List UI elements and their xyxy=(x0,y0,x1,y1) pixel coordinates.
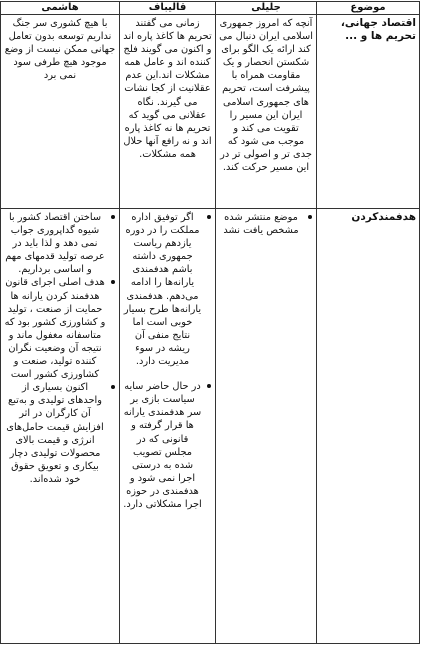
list-item: در حال حاضر سایه سیاست بازی بر سر هدفمندی یارانه ها قرار گرفته و قانونی که در مجلس تصویب شده به درستی اجرا نمی شود و هدفمندی در حوزه اجرا مشکلاتی دارد. xyxy=(123,381,202,510)
jalili-cell xyxy=(216,209,317,644)
list-item: اگر توفیق اداره مملکت را در دوره یازدهم ریاست جمهوری داشته باشم هدفمندی یارانه‌ها را ادامه می‌دهم. هدفمندی یارانه‌ها طرح بسیار خوبی است اما نتایج منفی آن ریشه در سوء مدیریت دارد. xyxy=(123,212,202,368)
list-item: موضع منتشر شده مشخص یافت نشد xyxy=(219,211,303,237)
topic-subsidy-targeting: هدفمندکردن xyxy=(351,211,416,223)
header-row xyxy=(1,2,420,15)
topic-economy-sanctions: اقتصاد جهانی، تحریم ها و ... xyxy=(340,17,416,42)
header-topic: موضوع xyxy=(317,2,420,15)
hashemi-cell xyxy=(1,209,120,644)
ghalibaf-cell xyxy=(120,209,216,644)
table-row xyxy=(1,15,420,209)
list-item: اکنون بسیاری از واحدهای تولیدی و به‌تبع آن کارگران در اثر افزایش قیمت حامل‌های انرژی و قیمت بالای محصولات تولیدی دچار بیکاری و تعویق حقوق خود شده‌اند. xyxy=(4,381,106,486)
topic-cell xyxy=(317,209,420,644)
header-jalili: جلیلی xyxy=(216,2,317,15)
ghalibaf-sanctions-text: زمانی می گفتند تحریم ها کاغذ پاره اند و اکنون می گویند فلج کننده اند و عامل همه مشکلات اند.این عدم عقلانیت از کجا نشات می گیرند. نگاه عقلانی می گوید که تحریم ها نه کاغذ پاره اند و نه رافع آنها حلال همه مشکلات. xyxy=(123,18,212,160)
hashemi-sanctions-text: با هیچ کشوری سر جنگ نداریم توسعه بدون تعامل جهانی ممکن نیست از وضع موجود هیچ طرفی سود نمی برد xyxy=(4,18,116,82)
list-item: ساختن اقتصاد کشور با شیوه گداپروری جواب نمی دهد و لذا باید در عرصه تولید قدمهای مهم و اساسی برداریم. xyxy=(5,212,105,276)
ghalibaf-subsidy-list xyxy=(123,211,212,511)
hashemi-cell xyxy=(1,15,120,209)
jalili-sanctions-text: آنچه که امروز جمهوری اسلامی ایران دنبال می کند ارائه یک الگو برای شکستن انحصار و یک مقاومت همراه با پیشرفت است، تحریم های جمهوری اسلامی ایران این مسیر را تقویت می کند و موجب می شود که جدی تر و اصولی تر در این مسیر حرکت کند. xyxy=(219,18,313,174)
jalili-subsidy-list xyxy=(219,211,313,237)
jalili-cell xyxy=(216,15,317,209)
list-item: هدف اصلی اجرای قانون هدفمند کردن یارانه ها حمایت از صنعت ، تولید و کشاورزی کشور بود که متاسفانه مغفول ماند و نتیجه آن وضعیت نگران کننده تولید، صنعت و کشاورزی کشور است xyxy=(4,277,106,381)
ghalibaf-cell xyxy=(120,15,216,209)
header-ghalibaf: قالیباف xyxy=(120,2,216,15)
hashemi-subsidy-list xyxy=(4,211,116,486)
topic-cell xyxy=(317,15,420,209)
comparison-table xyxy=(0,1,420,644)
header-hashemi: هاشمی xyxy=(1,2,120,15)
table-row xyxy=(1,209,420,644)
